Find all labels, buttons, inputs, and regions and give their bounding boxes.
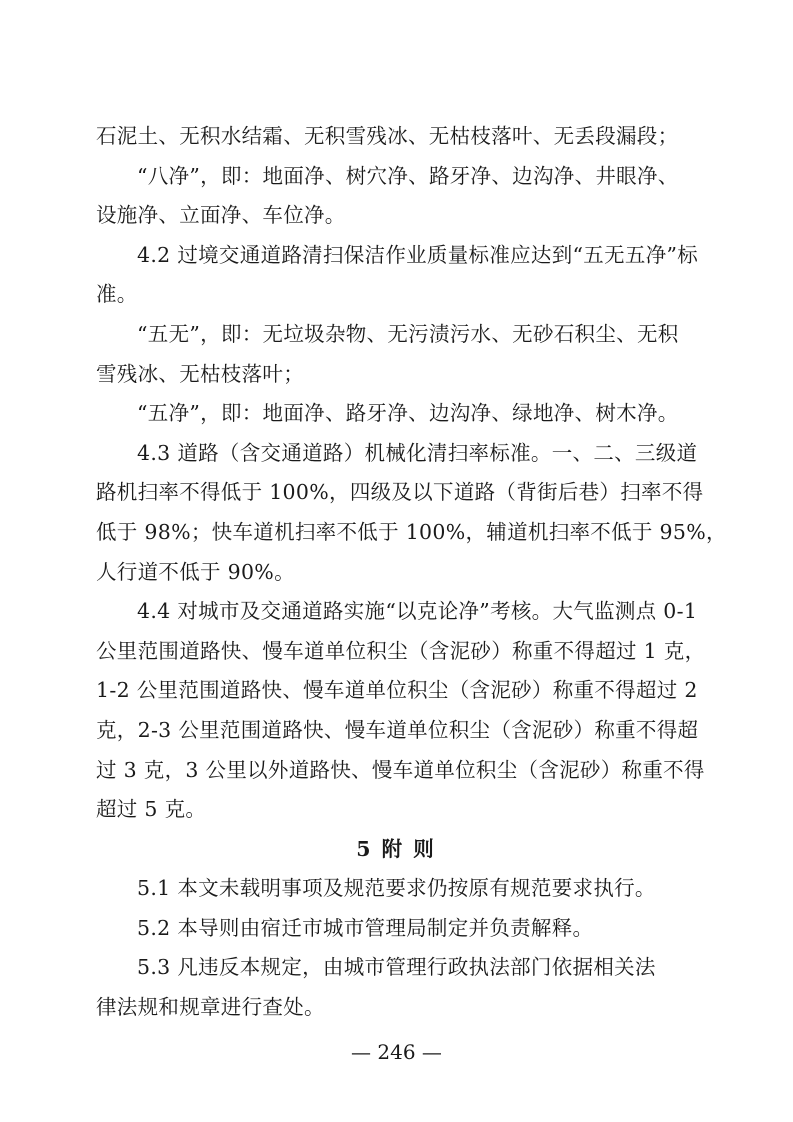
text-line: “五净”，即：地面净、路牙净、边沟净、绿地净、树木净。 (137, 401, 679, 426)
text-line: 5.1 本文未载明事项及规范要求仍按原有规范要求执行。 (137, 876, 656, 901)
text-line: 超过 5 克。 (96, 797, 207, 822)
text-line: 过 3 克，3 公里以外道路快、慢车道单位积尘（含泥砂）称重不得 (96, 757, 705, 782)
page-number: — 246 — (351, 1040, 442, 1064)
text-line: 低于 98%；快车道机扫率不低于 100%，辅道机扫率不低于 95%， (96, 519, 727, 544)
text-line: 雪残冰、无枯枝落叶； (96, 361, 304, 386)
text-line: 律法规和规章进行查处。 (96, 995, 325, 1020)
text-line: “五无”，即：无垃圾杂物、无污渍污水、无砂石积尘、无积 (137, 321, 679, 346)
text-line: 路机扫率不得低于 100%，四级及以下道路（背街后巷）扫率不得 (96, 480, 704, 505)
text-line: 4.4 对城市及交通道路实施“以克论净”考核。大气监测点 0-1 (137, 599, 698, 624)
text-line: 克，2-3 公里范围道路快、慢车道单位积尘（含泥砂）称重不得超 (96, 717, 699, 742)
text-line: 1-2 公里范围道路快、慢车道单位积尘（含泥砂）称重不得超过 2 (96, 678, 698, 703)
text-line: 4.3 道路（含交通道路）机械化清扫率标准。一、二、三级道 (137, 440, 698, 465)
text-line: 公里范围道路快、慢车道单位积尘（含泥砂）称重不得超过 1 克， (96, 638, 706, 663)
text-line: 5.2 本导则由宿迁市城市管理局制定并负责解释。 (137, 915, 594, 940)
text-line: “八净”，即：地面净、树穴净、路牙净、边沟净、井眼净、 (137, 163, 679, 188)
text-line: 5.3 凡违反本规定，由城市管理行政执法部门依据相关法 (137, 955, 656, 980)
text-line: 设施净、立面净、车位净。 (96, 203, 346, 228)
section-heading: 5 附 则 (356, 836, 436, 861)
text-line: 人行道不低于 90%。 (96, 559, 295, 584)
text-line: 准。 (96, 282, 138, 307)
text-line: 4.2 过境交通道路清扫保洁作业质量标准应达到“五无五净”标 (137, 242, 699, 267)
text-line: 石泥土、无积水结霜、无积雪残冰、无枯枝落叶、无丢段漏段； (96, 124, 679, 148)
document-body (96, 117, 727, 1028)
